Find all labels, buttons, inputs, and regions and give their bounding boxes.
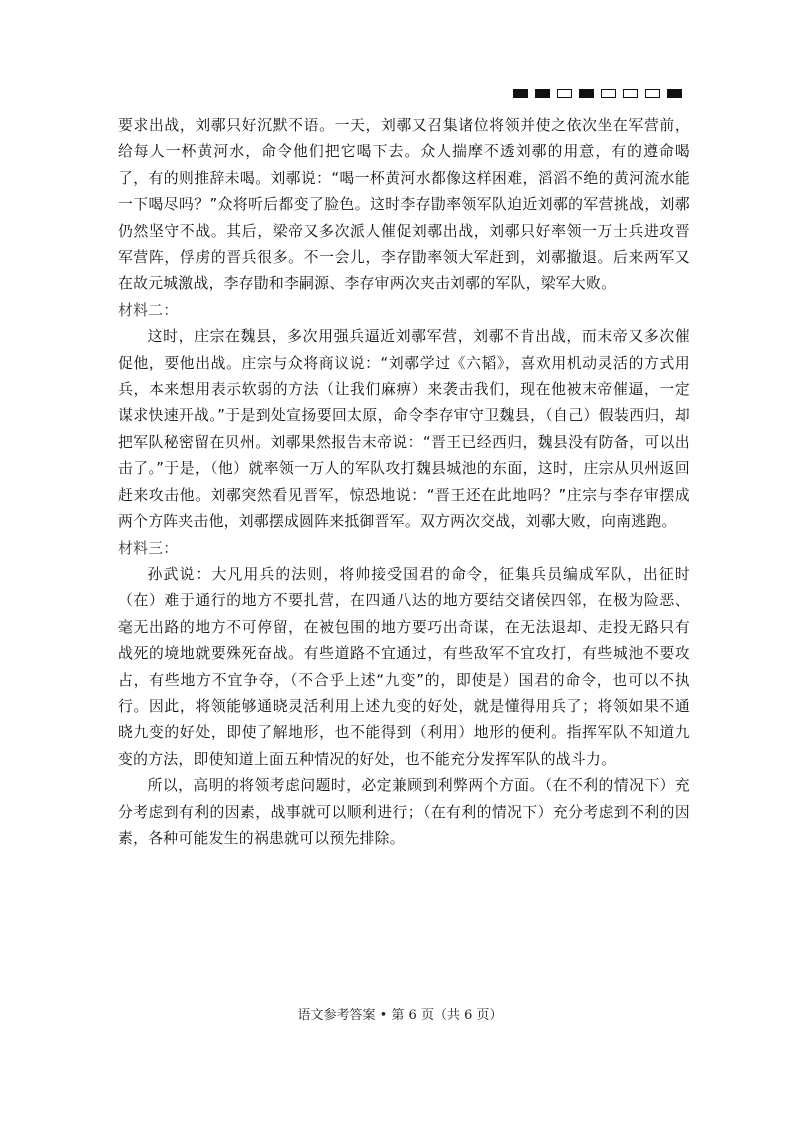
header-mark xyxy=(645,89,660,98)
answer-text xyxy=(118,113,690,852)
paragraph: 要求出战，刘鄩只好沉默不语。一天，刘鄩又召集诸位将领并使之依次坐在军营前，给每人一杯黄河水，命令他们把它喝下去。众人揣摩不透刘鄩的用意，有的遵命喝了，有的则推辞未喝。刘鄩说：“喝一杯黄河水都像这样困难，滔滔不绝的黄河流水能一下喝尽吗？”众将听后都变了脸色。这时李存勖率领军队迫近刘鄩的军营挑战，刘鄩仍然坚守不战。其后，梁帝又多次派人催促刘鄩出战，刘鄩只好率领一万士兵进攻晋军营阵，俘虏的晋兵很多。不一会儿，李存勖率领大军赶到，刘鄩撤退。后来两军又在故元城激战，李存勖和李嗣源、李存审两次夹击刘鄩的军队，梁军大败。 xyxy=(118,117,690,293)
section-label: 材料二： xyxy=(118,301,179,319)
header-mark xyxy=(601,89,616,98)
header-mark xyxy=(535,89,550,98)
header-mark xyxy=(667,89,682,98)
header-mark xyxy=(623,89,638,98)
header-mark xyxy=(557,89,572,98)
paragraph: 所以，高明的将领考虑问题时，必定兼顾到利弊两个方面。（在不利的情况下）充分考虑到有利的因素，战事就可以顺利进行；（在有利的情况下）充分考虑到不利的因素，各种可能发生的祸患就可以预先排除。 xyxy=(118,777,690,847)
header-mark xyxy=(579,89,594,98)
paragraph: 这时，庄宗在魏县，多次用强兵逼近刘鄩军营，刘鄩不肯出战，而末帝又多次催促他，要他出战。庄宗与众将商议说：“刘鄩学过《六韬》，喜欢用机动灵活的方式用兵，本来想用表示软弱的方法（让我们麻痹）来袭击我们，现在他被末帝催逼，一定谋求快速开战。”于是到处宣扬要回太原，命令李存审守卫魏县，（自己）假装西归，却把军队秘密留在贝州。刘鄩果然报告末帝说：“晋王已经西归，魏县没有防备，可以出击了。”于是，（他）就率领一万人的军队攻打魏县城池的东面，这时，庄宗从贝州返回赶来攻击他。刘鄩突然看见晋军，惊恐地说：“晋王还在此地吗？”庄宗与李存审摆成两个方阵夹击他，刘鄩摆成圆阵来抵御晋军。双方两次交战，刘鄩大败，向南逃跑。 xyxy=(118,328,690,531)
header-marks xyxy=(513,89,682,98)
section-label: 材料三： xyxy=(118,539,179,557)
paragraph: 孙武说：大凡用兵的法则，将帅接受国君的命令，征集兵员编成军队，出征时（在）难于通行的地方不要扎营，在四通八达的地方要结交诸侯四邻，在极为险恶、毫无出路的地方不可停留，在被包围的地方要巧出奇谋，在无法退却、走投无路只有战死的境地就要殊死奋战。有些道路不宜通过，有些敌军不宜攻打，有些城池不要攻占，有些地方不宜争夺，（不合乎上述“九变”的，即使是）国君的命令，也可以不执行。因此，将领能够通晓灵活利用上述九变的好处，就是懂得用兵了；将领如果不通晓九变的好处，即使了解地形，也不能得到（利用）地形的便利。指挥军队不知道九变的方法，即使知道上面五种情况的好处，也不能充分发挥军队的战斗力。 xyxy=(118,565,690,768)
page-footer: 语文参考答案 • 第 6 页（共 6 页） xyxy=(297,1008,503,1023)
header-mark xyxy=(513,89,528,98)
